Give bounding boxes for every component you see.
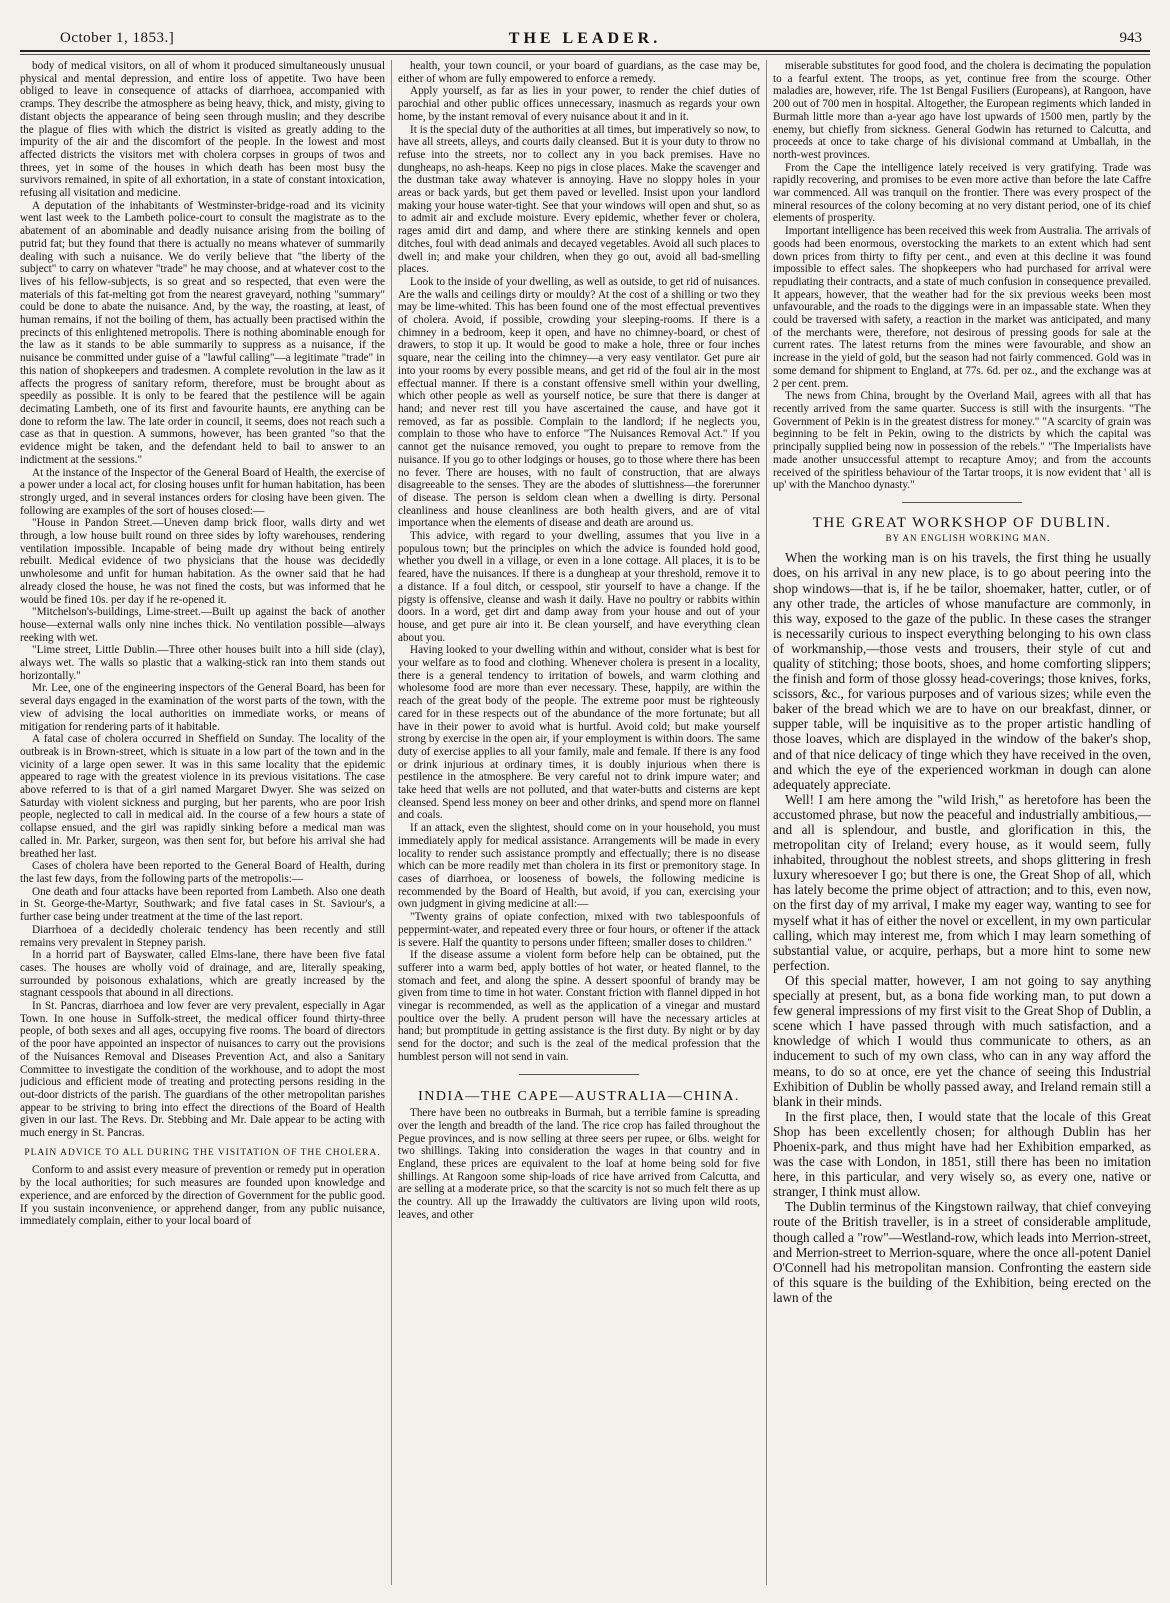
column-divider <box>391 60 392 1585</box>
paragraph: Of this special matter, however, I am not going to say anything specially at present, but, as a bona fide working man, to put down a few general impressions of my first visit to the Great Shop of Dublin, a scene which I have passed through with much satisfaction, and a knowledge of which I would thus communicate to others, as an inducement to such of my own class, who can in any way afford the means, to do so at once, ere yet the chance of seeing this Industrial Exhibition of Dublin be wholly passed away, and Ireland remain still a blank in their minds. <box>773 972 1151 1109</box>
paragraph: Cases of cholera have been reported to the General Board of Health, during the last few days, from the following parts of the metropolis:— <box>20 860 385 885</box>
column-2 <box>398 60 760 1585</box>
paragraph: There have been no outbreaks in Burmah, but a terrible famine is spreading over the length and breadth of the land. The rice crop has failed throughout the Pegue provinces, and is now selling at three seers per rupee, or 6lbs. weight for two shillings. Taking into consideration the wages in that country and in England, these prices are equivalent to the loaf at home being sold for five shillings. At Rangoon some ship-loads of rice have arrived from Calcutta, and are selling at a moderate price, so that the scarcity is not so much felt there as up the country. All up the Irrawaddy the cultivators are living upon wild roots, leaves, and other <box>398 1107 760 1221</box>
paragraph: "Mitchelson's-buildings, Lime-street.—Built up against the back of another house—external walls only nine inches thick. No ventilation possible—always reeking with wet. <box>20 606 385 644</box>
paragraph: "Lime street, Little Dublin.—Three other houses built into a hill side (clay), always wet. The walls so plastic that a walking-stick ran into them stands out horizontally." <box>20 644 385 682</box>
masthead-rule-thin <box>20 54 1150 55</box>
paragraph: body of medical visitors, on all of whom it produced simultaneously unusual physical and mental depression, and entire loss of appetite. Two have been obliged to leave in consequence of attacks of diarrhoea, accompanied with cramps. They describe the atmosphere as being heavy, thick, and misty, giving to distant objects the appearance of being seen through muslin; and they describe the plague of flies with which the district is visited as greatly adding to the impurity of the air and the discomfort of the people. In the lowest and most affected districts the visitors met with cholera corpses in groups of twos and threes, yet in some of the houses in which death has been most busy the survivors remained, in spite of all exhortation, in a state of constant intoxication, refusing all visitation and medicine. <box>20 60 385 200</box>
paragraph: At the instance of the Inspector of the General Board of Health, the exercise of a power under a local act, for closing houses unfit for human habitation, has been strongly urged, and in several instances orders for closing have been given. The following are examples of the sort of houses closed:— <box>20 466 385 517</box>
paragraph: The Dublin terminus of the Kingstown railway, that chief conveying route of the British traveller, is in a street of considerable amplitude, though called a "row"—Westland-row, which leads into Merrion-street, and Merrion-street to Merrion-square, where the once all-potent Daniel O'Connell had his metropolitan mansion. Confronting the eastern side of this square is the building of the Exhibition, being erected on the lawn of the <box>773 1199 1151 1305</box>
column-divider <box>766 60 767 1585</box>
paragraph: One death and four attacks have been reported from Lambeth. Also one death in St. George-the-Martyr, Southwark; and five fatal cases in St. Saviour's, a further case being under treatment at the time of the last report. <box>20 885 385 924</box>
paragraph: The news from China, brought by the Overland Mail, agrees with all that has recently arrived from the same quarter. Success is still with the insurgents. "The Government of Pekin is in the greatest distress for money." "A scarcity of grain was beginning to be felt in Pekin, owing to the districts by which the capital was principally supplied being now in possession of the rebels." "The Imperialists have made another unsuccessful attempt to recapture Amoy; and from the accounts received of the spiritless behaviour of the Tartar troops, it is now evident that ' all is up' with the Manchoo dynasty." <box>773 390 1151 492</box>
section-rule <box>902 502 1022 503</box>
paragraph: A deputation of the inhabitants of Westminster-bridge-road and its vicinity went last week to the Lambeth police-court to consult the magistrate as to the abatement of an abominable and deadly nuisance arising from the boiling of putrid fat; but they found that there is actually no means whatever of summarily dealing with such a nuisance. We do verily believe that "the liberty of the subject" to carry on whatever "trade" he may choose, and at whatever cost to the lives of his fellow-subjects, is so great and so respected, that even were the materials of this fat-melting got from the nearest graveyard, nothing "summary" could be done to abate the nuisance. And, by the way, the roasting, at least, of human remains, if not the boiling of them, has actually been practised within the precincts of this enlightened metropolis. There is nothing abominable enough for the law as it stands to be able summarily to suppress as a nuisance, if the nuisance be committed under guise of a "lawful calling"—a legitimate "trade" in this nation of shopkeepers and tradesmen. A complete revolution in the law as it affects the progress of sanitary reform, therefore, must be brought about as speedily as possible. It is only to be feared that the pestilence will be again decimating Lambeth, one of its first and favourite haunts, ere anything can be done to reform the law. The late order in council, it seems, does not reach such a case as that in question. A summons, however, has been granted "so that the evidence might be taken, and the defendant held to bail to answer to an indictment at the sessions." <box>20 199 385 466</box>
paragraph: If an attack, even the slightest, should come on in your household, you must immediately apply for medical assistance. Arrangements will be made in every locality to render such assistance promptly and effectually; there is no disease which can be more readily met than cholera in its first or premonitory stage. In cases of diarrhoea, or looseness of bowels, the following medicine is recommended by the Board of Health, but avoid, if you can, exercising your own judgment in giving medicine at all:— <box>398 822 760 911</box>
column-1 <box>20 60 385 1585</box>
paragraph: health, your town council, or your board of guardians, as the case may be, either of whom are fully empowered to enforce a remedy. <box>398 60 760 85</box>
paragraph: This advice, with regard to your dwelling, assumes that you live in a populous town; but the principles on which the advice is founded hold good, whether you dwell in a village, or even in a lone cottage. All places, it is to be feared, have the nuisances. If there is a dungheap at your threshold, remove it to a distance. If a foul ditch, or cesspool, stir yourself to have a change. If the pigsty is offensive, cleanse and wash it daily. Have no poultry or rabbits within doors. In a word, get dirt and damp away from your house and out of your house, and get pure air into it. Be clean yourself, and have everything clean about you. <box>398 530 760 644</box>
paragraph: "House in Pandon Street.—Uneven damp brick floor, walls dirty and wet through, a low house built round on three sides by lofty warehouses, rendering ventilation impossible. Incapable of being made dry without being entirely rebuilt. Medical evidence of two physicians that the house was decidedly unwholesome and unfit for human habitation. As the owner said that he had already closed the house, he was not fined the costs, but was informed that he would be fined 10s. per day if he re-opened it. <box>20 517 385 606</box>
paragraph: When the working man is on his travels, the first thing he usually does, on his arrival in any new place, is to go about peering into the shop windows—that is, if he be tailor, shoemaker, hatter, cutler, or of any other trade, the articles of whose manufacture are commonly, in this way, exposed to the gaze of the public. In these cases the stranger is necessarily curious to inspect everything belonging to his own class of workmanship,—those vests and trousers, their style of cut and quality of stitching; those boots, shoes, and home comforting slippers; the finish and form of those glossy head-coverings; those knives, forks, scissors, &c., for various purposes and of various sizes; while even the baker of the bread which we are to have on our breakfast, dinner, or supper table, will be inquisitive as to the proper artistic handling of those loaves, which are displayed in the window of the baker's shop, and of that nice delicacy of tinge which they have received in the oven, and which the eye of the experienced workman in dough can alone adequately appreciate. <box>773 550 1151 792</box>
paragraph: miserable substitutes for good food, and the cholera is decimating the population to a fearful extent. The troops, as yet, continue free from the scourge. Other maladies are, however, rife. The 1st Bengal Fusiliers (Europeans), at Rangoon, have 200 out of 700 men in hospital. Altogether, the European regiments which landed in Burmah little more than a-year ago have lost upwards of 1500 men, partly by the enemy, but chiefly from sickness. General Godwin has returned to Calcutta, and proceeds at once to take charge of his divisional command at Umballah, in the north-west provinces. <box>773 60 1151 161</box>
paragraph: If the disease assume a violent form before help can be obtained, put the sufferer into a warm bed, apply bottles of hot water, or heated flannel, to the stomach and feet, and along the spine. A dessert spoonful of brandy may be given from time to time in hot water. Constant friction with flannel dipped in hot vinegar is recommended, as well as the application of a vinegar and mustard poultice over the belly. A prudent person will have the necessary articles at hand; but promptitude in getting assistance is the first duty. By night or by day send for the doctor; and such is the zeal of the medical profession that the humblest person will not send in vain. <box>398 949 760 1063</box>
paragraph: Having looked to your dwelling within and without, consider what is best for your welfare as to food and clothing. Whenever cholera is present in a locality, there is a general tendency to irritation of bowels, and warm clothing and wholesome food are more than ever necessary. These, happily, are within the reach of the great body of the people. The extreme poor must be righteously cared for in these respects out of the abundance of the more fortunate; but all have in their power to avoid what is hurtful. Avoid cold; but make yourself strong by exercise in the open air, if your employment is within doors. The same duty of exercise applies to all your family, male and female. If there is any food or drink injurious at ordinary times, it is doubly injurious when there is pestilence in the atmosphere. Be very careful not to drink impure water; and take heed that wells are not polluted, and that water-butts and cisterns are kept cleansed. Spend less money on beer and other drinks, and spend more on flannel and coals. <box>398 644 760 822</box>
paragraph: In the first place, then, I would state that the locale of this Great Shop has been excellently chosen; for although Dublin has her Phoenix-park, and thus might have had her Exhibition emparked, as was the case with London, in 1851, still there has been no imitation here, in this particular, and very wisely so, as every one, native or stranger, I think must allow. <box>773 1108 1151 1200</box>
paragraph: Mr. Lee, one of the engineering inspectors of the General Board, has been for several days engaged in the examination of the worst parts of the town, with the view of advising the local authorities on immediate works, or means of mitigation for rendering parts of it habitable. <box>20 682 385 733</box>
page-number: 943 <box>1119 30 1142 46</box>
paragraph: It is the special duty of the authorities at all times, but imperatively so now, to have all streets, alleys, and courts daily cleansed. But it is your duty to throw no refuse into the streets, nor to collect any in you back premises. Have no dungheaps, no ash-heaps. Keep no pigs in close places. Make the scavenger and the dustman take away whatever is annoying. Have no sloppy holes in your areas or back yards, but get them paved or levelled. Insist upon your landlord making your house water-tight. See that your windows will open and shut, so as to admit air and exclude moisture. Every epidemic, whether fever or cholera, rages amid dirt and damp, and where there are stinking kennels and open ditches, foul with dead animals and decayed vegetables. Avoid all such places to dwell in; and make your children, when they go out, avoid all bad-smelling places. <box>398 123 760 276</box>
advice-subheading: PLAIN ADVICE TO ALL DURING THE VISITATION OF THE CHOLERA. <box>24 1147 381 1158</box>
paragraph: In St. Pancras, diarrhoea and low fever are very prevalent, especially in Agar Town. In one house in Suffolk-street, the medical officer found thirty-three people, of both sexes and all ages, occupying five rooms. The board of directors of the poor have appointed an inspector of nuisances to carry out the provisions of the Nuisances Removal and Diseases Prevention Act, and also a Sanitary Committee to investigate the condition of the workhouse, and to adopt the most judicious and efficient mode of treating and protecting persons residing in the out-door districts of the parish. The guardians of the other metropolitan parishes appear to be striving to bring into effect the directions of the Board of Health given in our last. The Revs. Dr. Stebbing and Mr. Dale appear to be acting with much energy in St. Pancras. <box>20 1000 385 1140</box>
column-3 <box>773 60 1151 1585</box>
paragraph: Important intelligence has been received this week from Australia. The arrivals of goods had been enormous, overstocking the markets to an extent which had sent down prices from thirty to fifty per cent., and even at this decline it was found impossible to effect sales. The shopkeepers who had purchased for arrival were repudiating their contracts, and a state of much confusion in consequence prevailed. It appears, however, that the weather had for the six previous weeks been most unfavourable, and the roads to the diggings were in an impassable state. When they could be traversed with safety, a reaction in the market was anticipated, and many of the merchants were, therefore, not desirous of pressing goods for sale at the current rates. The latest returns from the mines were favourable, and show an increase in the yield of gold, but the season had not fairly commenced. Gold was in some demand for shipment to England, at 77s. 6d. per oz., and the exchange was at 2 per cent. prem. <box>773 225 1151 390</box>
masthead-rule <box>20 50 1150 52</box>
paragraph: Well! I am here among the "wild Irish," as heretofore has been the accustomed phrase, but now the peaceful and industrially ambitious,—and all is splendour, and bustle, and glorification in this, the metropolitan city of Ireland; every house, as it would seem, fully inhabited, throughout the noblest streets, and shops glittering in fresh luxury wheresoever I go; but there is one, the Great Shop of all, which has lately become the prime object of attraction; and to this, even now, on the first day of my arrival, I make my eager way, wanting to see for myself what it has of either the novel or excellent, in my own particular calling, which may interest me, from which I may learn something of substantial value, or acquire, perhaps, but a more hint to some new perfection. <box>773 791 1151 973</box>
paragraph: "Twenty grains of opiate confection, mixed with two tablespoonfuls of peppermint-water, and repeated every three or four hours, or oftener if the attack is severe. Half the quantity to persons under fifteen; smaller doses to children." <box>398 911 760 949</box>
paragraph: From the Cape the intelligence lately received is very gratifying. Trade was rapidly recovering, and promises to be even more active than before the late Caffre war commenced. All was tranquil on the frontier. There was every prospect of the mineral resources of the colony becoming at no very distant period, one of its chief elements of prosperity. <box>773 161 1151 225</box>
paragraph: In a horrid part of Bayswater, called Elms-lane, there have been five fatal cases. The houses are wholly void of drainage, and are, literally speaking, surrounded by poisonous exhalations, which are greatly increased by the stagnant cesspools that abound in all directions. <box>20 949 385 1000</box>
paragraph: Look to the inside of your dwelling, as well as outside, to get rid of nuisances. Are the walls and ceilings dirty or mouldy? At the cost of a shilling or two they may be lime-whited. This has been found one of the most effectual preventives of cholera. Avoid, if possible, crowding your sleeping-rooms. If there is a chimney in a bedroom, keep it open, and have no chimney-board, or chest of drawers, to stop it up. It would be good to make a hole, three or four inches square, near the ceiling into the chimney—a very easy ventilator. Get pure air into your rooms by every possible means, and get rid of the foul air in the most effectual manner. If there is a constant offensive smell within your dwelling, which other people as well as yourself notice, be sure that there is danger at hand; and never rest till you have ascertained the cause, and have got it removed, as far as possible. Complain to the landlord; if he neglects you, complain to those who have to enforce "The Nuisances Removal Act." If you cannot get the nuisance removed, you ought to prepare to remove from the nuisance. If you go to other lodgings or houses, go to those where there has been no fever. There are houses, with no fault of construction, that are always disagreeable to the senses. They are the abodes of sluttishness—the forerunner of disease. The person is seldom clean when a dwelling is dirty. Personal cleanliness and house cleanliness are both health givers, and are of vital importance when the elements of disease and death are around us. <box>398 275 760 530</box>
paragraph: Conform to and assist every measure of prevention or remedy put in operation by the local authorities; for such measures are founded upon knowledge and experience, and are enforced by the direction of Government for the public good. If you sustain inconvenience, or apprehend danger, from any public nuisance, immediately complain, either to your local board of <box>20 1164 385 1228</box>
masthead <box>0 0 1170 58</box>
paragraph: Diarrhoea of a decidedly choleraic tendency has been recently and still remains very prevalent in Stepney parish. <box>20 923 385 949</box>
paragraph: A fatal case of cholera occurred in Sheffield on Sunday. The locality of the outbreak is in Brown-street, which is situate in a low part of the town and in the vicinity of a large open sewer. It was in this same locality that the epidemic appeared to rage with the greatest violence in its previous visitations. The case above referred to is that of a girl named Margaret Dwyer. She was seized on Saturday with violent sickness and purging, but her parents, who are poor Irish people, neglected to call in medical aid. In the course of a few hours a state of collapse ensued, and the girl was rapidly sinking before a medical man was called in. Mr. Parker, surgeon, was then sent for, but before his arrival she had breathed her last. <box>20 733 385 860</box>
section-rule <box>519 1074 639 1075</box>
article-byline: BY AN ENGLISH WORKING MAN. <box>885 532 1051 543</box>
dublin-workshop-heading: THE GREAT WORKSHOP OF DUBLIN. <box>812 514 1112 531</box>
paragraph: Apply yourself, as far as lies in your power, to render the chief duties of parochial and other public offices unnecessary, inasmuch as regards your own home, by the instant removal of every nuisance about it and in it. <box>398 85 760 123</box>
newspaper-title: THE LEADER. <box>508 30 662 47</box>
india-cape-heading: INDIA—THE CAPE—AUSTRALIA—CHINA. <box>418 1088 740 1104</box>
issue-date: October 1, 1853.] <box>60 30 175 46</box>
